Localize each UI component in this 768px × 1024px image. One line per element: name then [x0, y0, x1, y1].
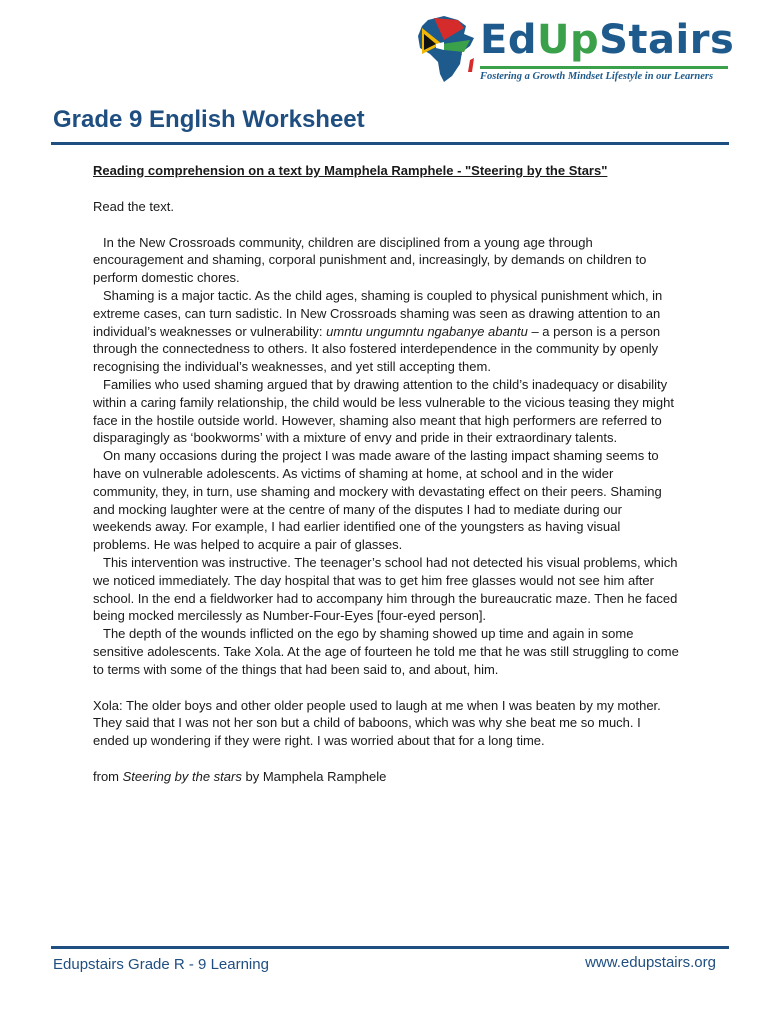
paragraph-6: The depth of the wounds inflicted on the ego by shaming showed up time and again in some sensitive adolescents. Take Xola. At the age of fourteen he told me that he was still struggling to come to terms with some of the things that had been said to, and about, him. — [93, 626, 679, 677]
logo-underline — [480, 66, 728, 69]
paragraph-2-italic: umntu ungumntu ngabanye abantu — [326, 323, 528, 339]
logo-wordmark — [480, 18, 734, 62]
source-prefix: from — [93, 768, 123, 784]
africa-map-icon — [414, 14, 480, 86]
source-title: Steering by the stars — [122, 768, 242, 784]
page-title: Grade 9 English Worksheet — [53, 106, 365, 133]
worksheet-content — [93, 162, 679, 786]
logo-up: Up — [536, 17, 600, 63]
paragraph-2-start: Shaming is a major tactic. As the child ages, shaming is coupled to physical punishment which, in extreme cases, can turn sadistic. In New Crossroads shaming was seen as drawing attention to an individual’s weaknesses or vulnerability: — [93, 287, 663, 339]
footer-website-link[interactable]: www.edupstairs.org — [585, 954, 716, 971]
source-citation — [93, 768, 679, 786]
paragraph-2 — [93, 287, 679, 376]
logo-ed: Ed — [480, 17, 537, 63]
instruction-text: Read the text. — [93, 198, 174, 214]
paragraph-2-end: – a person is a person through the connectedness to others. It also fostered interdependence in the community by openly recognising the individual’s weaknesses, and yet still accepting them. — [93, 323, 661, 375]
edupstairs-logo — [414, 14, 735, 88]
paragraph-5: This intervention was instructive. The teenager’s school had not detected his visual problems, which we noticed immediately. The day hospital that was to get him free glasses would not see him after school. In the end a fieldworker had to accompany him through the bureaucratic maze. Then he faced being mocked mercilessly as Number-Four-Eyes [four-eyed person]. — [93, 554, 678, 624]
footer-divider — [51, 946, 729, 949]
footer-brand: Edupstairs Grade R - 9 Learning — [53, 956, 269, 973]
source-suffix: by Mamphela Ramphele — [241, 768, 387, 784]
xola-quote: Xola: The older boys and other older people used to laugh at me when I was beaten by my mother. They said that I was not her son but a child of baboons, which was why she beat me so much. I ended up wondering if they were right. I was worried about that for a long time. — [93, 697, 661, 749]
paragraph-1: In the New Crossroads community, children are disciplined from a young age through encouragement and shaming, corporal punishment and, increasingly, by demands on children to perform domestic chores. — [93, 234, 647, 286]
paragraph-3: Families who used shaming argued that by drawing attention to the child’s inadequacy or disability within a caring family relationship, the child would be less vulnerable to the vicious teasing they might face in the hostile outside world. However, shaming also meant that high performers are referred to disparagingly as ‘bookworms’ with a mixture of envy and pride in their extraordinary talents. — [93, 376, 674, 446]
paragraph-4: On many occasions during the project I was made aware of the lasting impact shaming seems to have on vulnerable adolescents. As victims of shaming at home, at school and in the wider community, they, in turn, use shaming and mockery with devastating effect on their peers. Shaming and mocking laughter were at the centre of many of the disputes I had to mediate during our weekends away. For example, I had earlier identified one of the youngsters as having visual problems. He was helped to acquire a pair of glasses. — [93, 448, 662, 553]
reading-subheading: Reading comprehension on a text by Mamphela Ramphele - "Steering by the Stars" — [93, 163, 608, 178]
logo-stairs: Stairs — [599, 17, 735, 63]
logo-tagline: Fostering a Growth Mindset Lifestyle in our Learners — [480, 71, 714, 82]
title-divider — [51, 142, 729, 145]
